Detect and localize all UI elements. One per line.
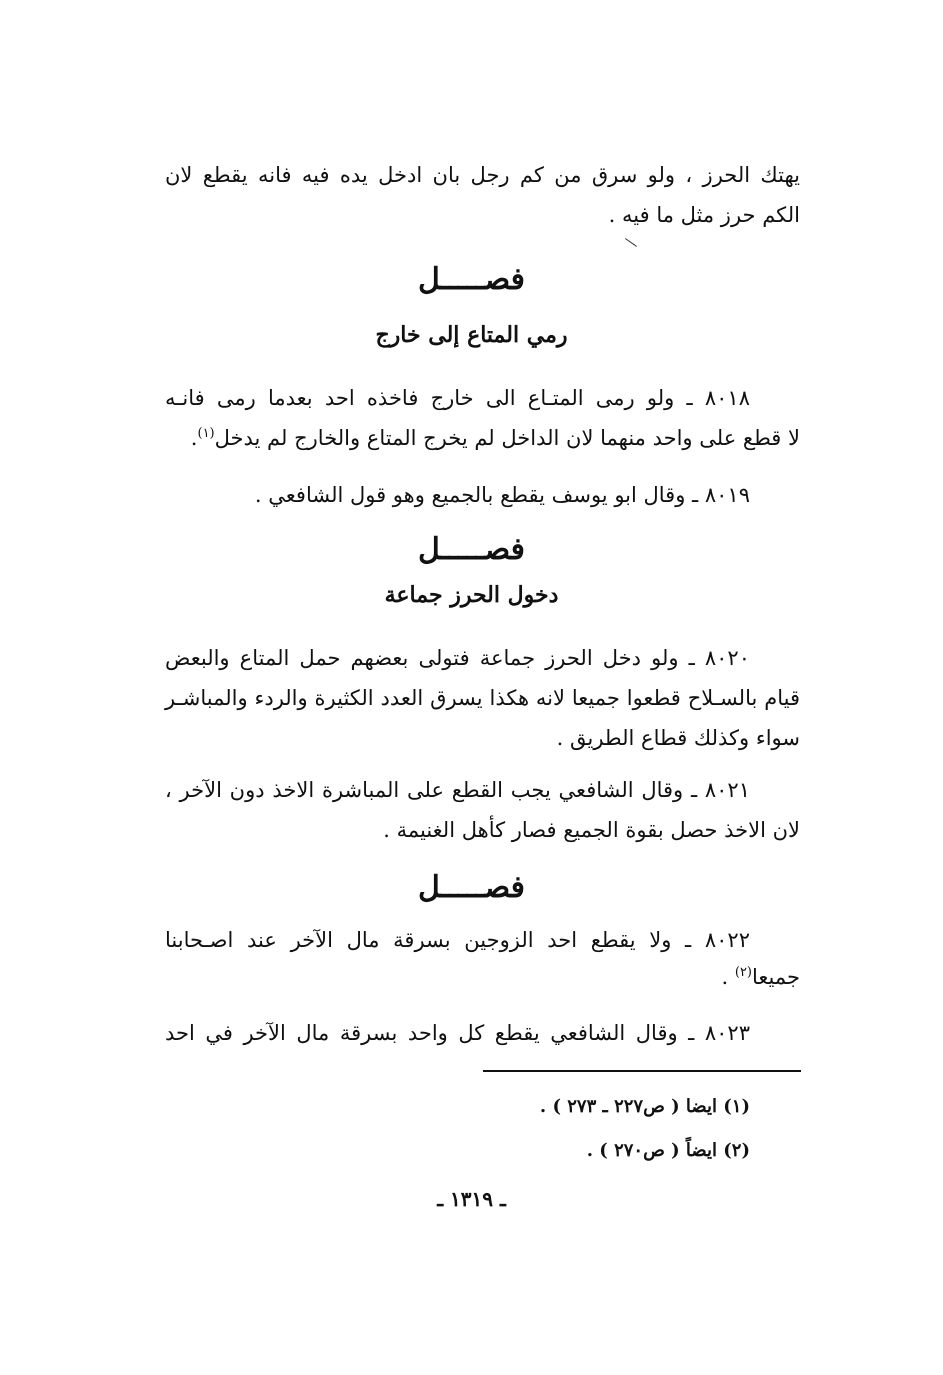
paragraph-8021-line: ٨٠٢١ ـ وقال الشافعي يجب القطع على المباشرة الاخذ دون الآخر ، xyxy=(165,778,750,802)
text-line: الكم حرز مثل ما فيه . xyxy=(608,203,800,227)
period: . xyxy=(721,965,729,989)
paragraph-8019: ٨٠١٩ ـ وقال ابو يوسف يقطع بالجميع وهو قول الشافعي . xyxy=(254,483,750,507)
section-title: رمي المتاع إلى خارج xyxy=(375,322,568,348)
footnote-2: (٢) ايضاً ( ص٢٧٠ ) . xyxy=(586,1140,750,1161)
section-title: دخول الحرز جماعة xyxy=(384,582,559,608)
footnote-separator xyxy=(483,1070,801,1072)
period: . xyxy=(190,426,198,450)
section-heading: فصـــــل xyxy=(417,870,526,905)
section-heading: فصـــــل xyxy=(417,532,526,567)
paragraph-8018-line xyxy=(191,423,800,453)
paragraph-8023-line: ٨٠٢٣ ـ وقال الشافعي يقطع كل واحد بسرقة مال الآخر في احد xyxy=(165,1021,750,1045)
paragraph-8021-line: لان الاخذ حصل بقوة الجميع فصار كأهل الغنيمة . xyxy=(383,818,800,842)
paragraph-8020-line: سواء وكذلك قطاع الطريق . xyxy=(556,726,800,750)
paragraph-8020-line: قيام بالسـلاح قطعوا جميعا لانه هكذا يسرق العدد الكثيرة والردء والمباشـر xyxy=(165,686,800,710)
footnote-1: (١) ايضا ( ص٢٢٧ ـ ٢٧٣ ) . xyxy=(539,1096,750,1117)
paragraph-8022-line: ٨٠٢٢ ـ ولا يقطع احد الزوجين بسرقة مال الآخر عند اصـحابنا xyxy=(165,928,750,952)
footnote-ref: (٢) xyxy=(734,965,752,980)
paragraph-8022-line xyxy=(721,962,800,992)
paragraph-text: جميعا xyxy=(752,965,800,989)
page-number: ـ ١٣١٩ ـ xyxy=(437,1187,506,1211)
footnote-ref: (١) xyxy=(197,426,215,441)
text-line: يهتك الحرز ، ولو سرق من كم رجل بان ادخل يده فيه فانه يقطع لان xyxy=(165,163,800,187)
paragraph-text: لا قطع على واحد منهما لان الداخل لم يخرج المتاع والخارج لم يدخل xyxy=(214,426,800,450)
ink-mark xyxy=(625,238,637,247)
paragraph-8020-line: ٨٠٢٠ ـ ولو دخل الحرز جماعة فتولى بعضهم حمل المتاع والبعض xyxy=(165,646,750,670)
paragraph-8018-line: ٨٠١٨ ـ ولو رمى المتـاع الى خارج فاخذه احد بعدما رمى فانـه xyxy=(165,386,750,410)
section-heading: فصـــــل xyxy=(417,262,526,297)
